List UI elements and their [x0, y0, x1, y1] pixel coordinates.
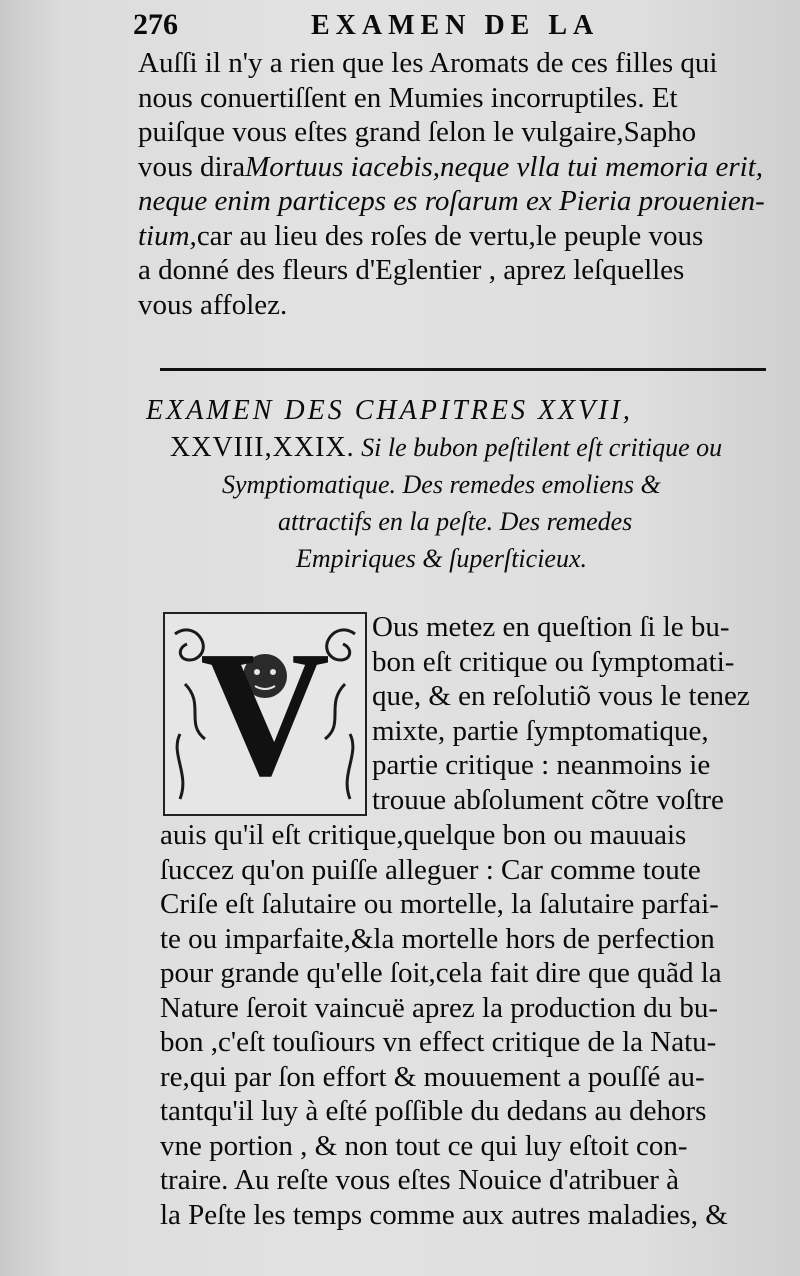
text-line: neque enim particeps es roſarum ex Pieria prouenien- [138, 185, 765, 217]
text-line: Criſe eſt ſalutaire ou mortelle, la ſalutaire parfai- [160, 888, 719, 920]
heading-line: Symptiomatique. Des remedes emoliens & [222, 470, 661, 499]
decorated-initial [163, 612, 367, 816]
text-line: vous diraMortuus iacebis,neque vlla tui memoria erit, [138, 150, 764, 183]
paragraph-2-body [160, 818, 728, 1232]
text-line: tium,car au lieu des roſes de vertu,le peuple vous [138, 219, 704, 252]
text-line: nous conuertiſſent en Mumies incorruptiles. Et [138, 81, 678, 114]
text-line: auis qu'il eſt critique,quelque bon ou mauuais [160, 819, 687, 851]
text-line: re,qui par ſon effort & mouuement a pouſſé au- [160, 1060, 705, 1093]
text-line: ſuccez qu'on puiſſe alleguer : Car comme toute [160, 853, 701, 886]
page-number: 276 [133, 8, 178, 41]
heading-line: attractifs en la peſte. Des remedes [278, 507, 633, 536]
page-header [133, 8, 773, 48]
text-line: Nature ſeroit vaincuë aprez la production du bu- [160, 991, 719, 1024]
text-line: mixte, partie ſymptomatique, [372, 714, 709, 747]
text-line: puiſque vous eſtes grand ſelon le vulgaire,Sapho [138, 116, 697, 148]
text-line: trouue abſolument cõtre voſtre [372, 783, 724, 816]
paragraph-1 [138, 46, 778, 322]
text-line: Auſſi il n'y a rien que les Aromats de ces filles qui [138, 47, 718, 79]
text-line: vous affolez. [138, 288, 288, 321]
section-divider [160, 368, 766, 371]
text-line: tantqu'il luy à eſté poſſible du dedans au dehors [160, 1095, 707, 1127]
chapter-heading [146, 392, 776, 577]
heading-line: Empiriques & ſuperſticieux. [296, 544, 588, 573]
text-line: a donné des fleurs d'Eglentier , aprez leſquelles [138, 254, 685, 286]
text-line: te ou imparfaite,&la mortelle hors de perfection [160, 922, 715, 955]
text-line: pour grande qu'elle ſoit,cela fait dire que quãd la [160, 957, 722, 989]
heading-line: EXAMEN DES CHAPITRES XXVII, [146, 395, 633, 426]
text-line: traire. Au reſte vous eſtes Nouice d'atribuer à [160, 1164, 679, 1196]
text-line: Ous metez en queſtion ſi le bu- [372, 611, 730, 643]
running-head: EXAMEN DE LA [311, 10, 600, 41]
initial-letter: V [200, 614, 330, 813]
text-line: vne portion , & non tout ce qui luy eſtoit con- [160, 1129, 688, 1162]
paragraph-2-beside-initial [372, 610, 750, 817]
text-line: la Peſte les temps comme aux autres maladies, & [160, 1198, 728, 1231]
heading-line: XXVIII,XXIX. Si le bubon peſtilent eſt critique ou [170, 432, 723, 463]
text-line: partie critique : neanmoins ie [372, 749, 711, 781]
text-line: bon ,c'eſt touſiours vn effect critique de la Natu- [160, 1026, 717, 1058]
text-line: que, & en reſolutiõ vous le tenez [372, 680, 750, 712]
text-line: bon eſt critique ou ſymptomati- [372, 645, 735, 678]
